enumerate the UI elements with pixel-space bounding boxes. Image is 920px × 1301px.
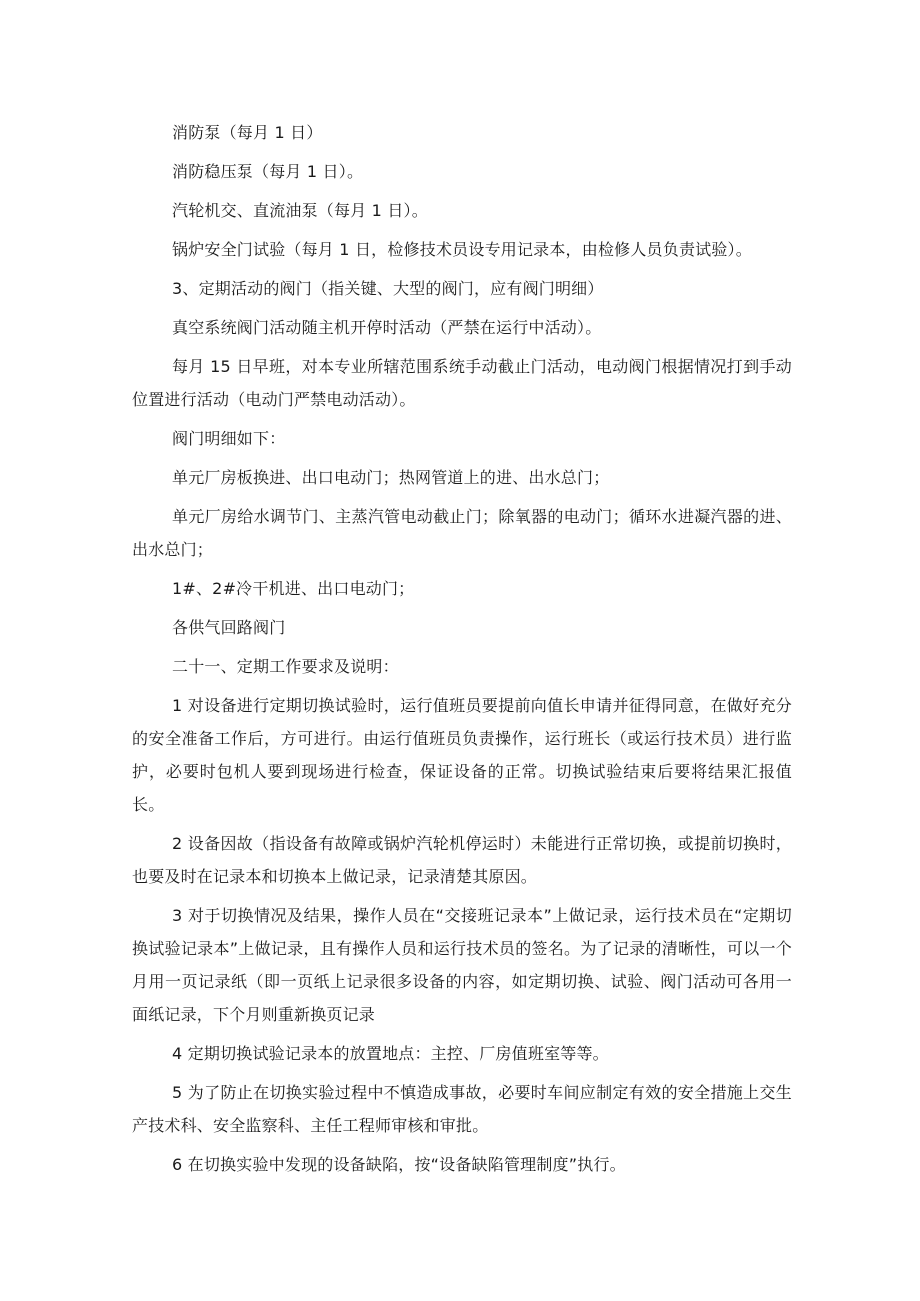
paragraph-periodic-valves-heading: 3、定期活动的阀门（指关键、大型的阀门，应有阀门明细） bbox=[172, 279, 604, 298]
paragraph-valve-list-4: 各供气回路阀门 bbox=[172, 618, 286, 637]
paragraph-boiler-safety-valve: 锅炉安全门试验（每月 1 日，检修技术员设专用记录本，由检修人员负责试验）。 bbox=[172, 240, 752, 259]
paragraph-requirement-5: 5 为了防止在切换实验过程中不慎造成事故，必要时车间应制定有效的安全措施上交生产技术科、安全监察科、主任工程师审核和审批。 bbox=[132, 1083, 792, 1135]
paragraph-requirement-4: 4 定期切换试验记录本的放置地点：主控、厂房值班室等等。 bbox=[172, 1044, 609, 1063]
paragraph-vacuum-valves: 真空系统阀门活动随主机开停时活动（严禁在运行中活动）。 bbox=[172, 318, 602, 337]
document-body bbox=[132, 116, 792, 1187]
paragraph-requirement-2: 2 设备因故（指设备有故障或锅炉汽轮机停运时）未能进行正常切换，或提前切换时，也要及时在记录本和切换本上做记录，记录清楚其原因。 bbox=[132, 834, 792, 886]
paragraph-valve-list-3: 1#、2#冷干机进、出口电动门； bbox=[172, 579, 415, 598]
paragraph-valve-list-2: 单元厂房给水调节门、主蒸汽管电动截止门；除氧器的电动门；循环水进凝汽器的进、出水总门； bbox=[132, 507, 792, 559]
paragraph-requirement-1: 1 对设备进行定期切换试验时，运行值班员要提前向值长申请并征得同意，在做好充分的安全准备工作后，方可进行。由运行值班员负责操作，运行班长（或运行技术员）进行监护，必要时包机人要到现场进行检查，保证设备的正常。切换试验结束后要将结果汇报值长。 bbox=[132, 696, 792, 814]
paragraph-requirement-3: 3 对于切换情况及结果，操作人员在“交接班记录本”上做记录，运行技术员在“定期切换试验记录本”上做记录，且有操作人员和运行技术员的签名。为了记录的清晰性，可以一个月用一页记录纸（即一页纸上记录很多设备的内容，如定期切换、试验、阀门活动可各用一面纸记录，下个月则重新换页记录 bbox=[132, 906, 792, 1024]
paragraph-turbine-oil-pump: 汽轮机交、直流油泵（每月 1 日）。 bbox=[172, 201, 428, 220]
paragraph-valve-list-1: 单元厂房板换进、出口电动门；热网管道上的进、出水总门； bbox=[172, 468, 610, 487]
paragraph-fire-stabilizer-pump: 消防稳压泵（每月 1 日）。 bbox=[172, 162, 364, 181]
paragraph-requirement-6: 6 在切换实验中发现的设备缺陷，按“设备缺陷管理制度”执行。 bbox=[172, 1155, 626, 1174]
paragraph-monthly-15th: 每月 15 日早班，对本专业所辖范围系统手动截止门活动，电动阀门根据情况打到手动位置进行活动（电动门严禁电动活动）。 bbox=[132, 357, 792, 409]
paragraph-valve-list-intro: 阀门明细如下： bbox=[172, 429, 286, 448]
paragraph-fire-pump: 消防泵（每月 1 日） bbox=[172, 123, 323, 142]
section-heading-21: 二十一、定期工作要求及说明： bbox=[172, 657, 399, 676]
